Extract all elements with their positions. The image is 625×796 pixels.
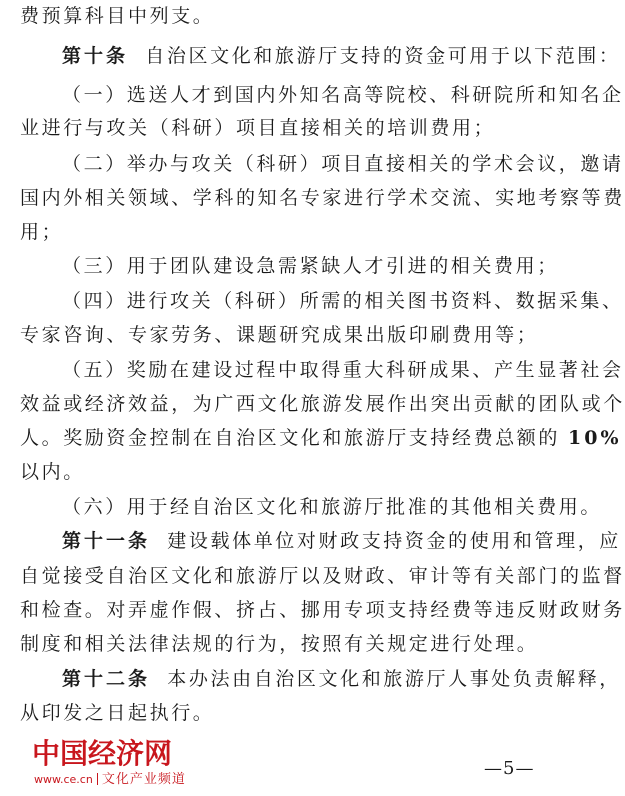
logo-channel: 文化产业频道 [101,772,186,787]
paragraph-line: 制度和相关法律法规的行为，按照有关规定进行处理。 [20,633,539,655]
paragraph-line: （二）举办与攻关（科研）项目直接相关的学术会议，邀请 [62,153,624,175]
article-11-line: 第十一条 建设载体单位对财政支持资金的使用和管理，应 [62,530,621,552]
logo-divider [97,773,98,785]
article-12-heading: 第十二条 [62,668,151,690]
paragraph-line: 以内。 [20,461,85,483]
paragraph-line: 自觉接受自治区文化和旅游厅以及财政、审计等有关部门的监督 [20,565,625,587]
paragraph-line: 费预算科目中列支。 [20,5,215,27]
paragraph-line: （五）奖励在建设过程中取得重大科研成果、产生显著社会 [62,359,624,381]
logo-text: 中国经济网 [32,737,173,770]
article-10-line: 第十条 自治区文化和旅游厅支持的资金可用于以下范围： [62,45,621,67]
article-11-heading: 第十一条 [62,530,151,552]
percent-value: 10% [568,427,622,449]
paragraph-line: 用； [20,221,64,243]
article-10-heading: 第十条 [62,45,129,67]
paragraph-line: （六）用于经自治区文化和旅游厅批准的其他相关费用。 [62,496,603,518]
paragraph-line: （三）用于团队建设急需紧缺人才引进的相关费用； [62,255,559,277]
logo-url: www.ce.cn [34,773,93,786]
ce-cn-watermark-logo [4,732,204,790]
paragraph-line: 人。奖励资金控制在自治区文化和旅游厅支持经费总额的 10% [20,427,622,449]
article-12-line: 第十二条 本办法由自治区文化和旅游厅人事处负责解释， [62,668,621,690]
page-number: —5— [484,758,535,779]
paragraph-line: （四）进行攻关（科研）所需的相关图书资料、数据采集、 [62,290,624,312]
paragraph-line: 效益或经济效益，为广西文化旅游发展作出突出贡献的团队或个 [20,393,625,415]
paragraph-line: 和检查。对弄虚作假、挤占、挪用专项支持经费等违反财政财务 [20,599,625,621]
paragraph-line: 专家咨询、专家劳务、课题研究成果出版印刷费用等； [20,324,539,346]
paragraph-line: 业进行与攻关（科研）项目直接相关的培训费用； [20,117,496,139]
paragraph-line: 国内外相关领域、学科的知名专家进行学术交流、实地考察等费 [20,187,625,209]
logo-subtitle [34,768,186,787]
paragraph-line: （一）选送人才到国内外知名高等院校、科研院所和知名企 [62,84,624,106]
paragraph-line: 从印发之日起执行。 [20,702,215,724]
